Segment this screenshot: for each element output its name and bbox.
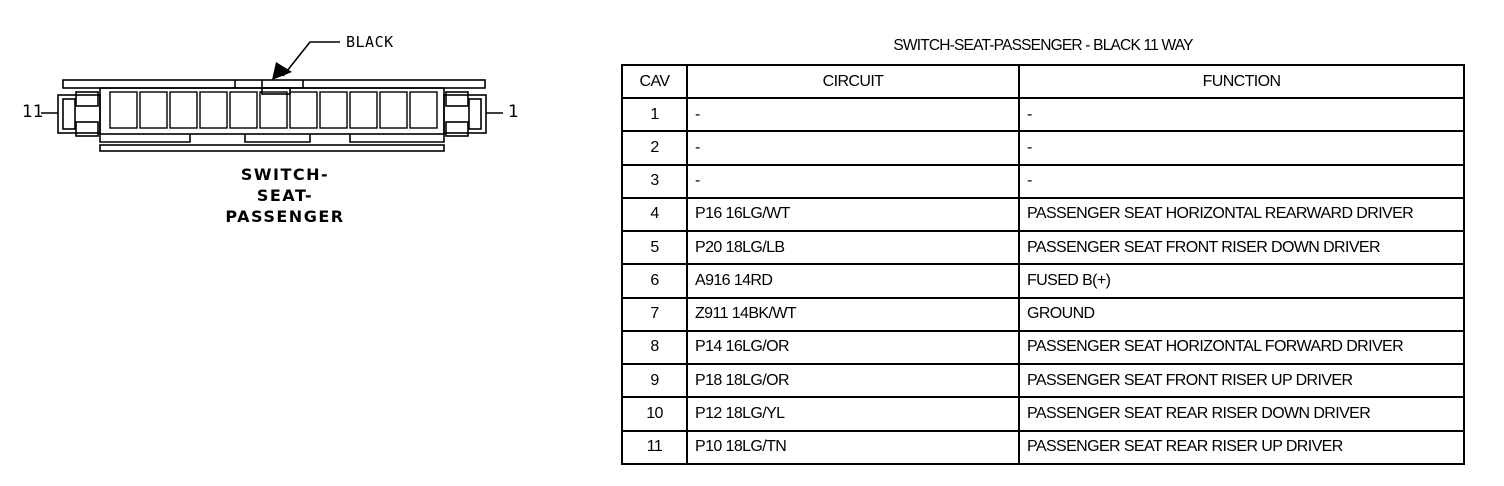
function-cell: GROUND (1019, 298, 1464, 331)
color-arrowhead (272, 62, 292, 80)
cav-cell: 4 (622, 198, 687, 231)
circuit-cell: - (687, 131, 1019, 164)
circuit-cell: P12 18LG/YL (687, 397, 1019, 430)
table-row (622, 331, 1464, 364)
cavity (290, 92, 317, 128)
function-cell: PASSENGER SEAT REAR RISER DOWN DRIVER (1019, 397, 1464, 430)
cavity-row (110, 92, 437, 128)
header-circuit: CIRCUIT (687, 65, 1019, 98)
function-cell: PASSENGER SEAT FRONT RISER DOWN DRIVER (1019, 231, 1464, 264)
cav-cell: 7 (622, 298, 687, 331)
table-row (622, 431, 1464, 464)
function-cell: PASSENGER SEAT HORIZONTAL REARWARD DRIVER (1019, 198, 1464, 231)
cavity (170, 92, 197, 128)
table-row (622, 364, 1464, 397)
table-title: SWITCH-SEAT-PASSENGER - BLACK 11 WAY (893, 37, 1193, 54)
function-cell: - (1019, 165, 1464, 198)
connector-name-line: PASSENGER (225, 207, 345, 226)
function-cell: PASSENGER SEAT REAR RISER UP DRIVER (1019, 431, 1464, 464)
pin-number-right: 1 (508, 102, 519, 122)
function-cell: PASSENGER SEAT FRONT RISER UP DRIVER (1019, 364, 1464, 397)
circuit-cell: P20 18LG/LB (687, 231, 1019, 264)
circuit-cell: P14 16LG/OR (687, 331, 1019, 364)
circuit-cell: P16 16LG/WT (687, 198, 1019, 231)
cav-cell: 5 (622, 231, 687, 264)
housing-bottom-rail (100, 145, 444, 151)
circuit-cell: - (687, 165, 1019, 198)
circuit-cell: P10 18LG/TN (687, 431, 1019, 464)
cav-cell: 1 (622, 98, 687, 131)
table-row (622, 198, 1464, 231)
table-row (622, 131, 1464, 164)
circuit-cell: Z911 14BK/WT (687, 298, 1019, 331)
pinout-table (621, 64, 1465, 465)
cav-cell: 10 (622, 397, 687, 430)
cavity (140, 92, 167, 128)
circuit-cell: - (687, 98, 1019, 131)
cav-cell: 6 (622, 264, 687, 297)
connector-color-label: BLACK (346, 33, 394, 51)
connector-diagram (0, 0, 560, 260)
function-cell: - (1019, 131, 1464, 164)
header-function: FUNCTION (1019, 65, 1464, 98)
cavity (110, 92, 137, 128)
right-latch (444, 95, 486, 133)
cavity (260, 92, 287, 128)
housing-body (100, 88, 444, 134)
table-row (622, 165, 1464, 198)
connector-name (190, 164, 380, 227)
connector-name-line: SEAT- (256, 186, 314, 205)
function-cell: - (1019, 98, 1464, 131)
circuit-cell: P18 18LG/OR (687, 364, 1019, 397)
cavity (200, 92, 227, 128)
cavity (320, 92, 347, 128)
table-row (622, 264, 1464, 297)
cavity (410, 92, 437, 128)
left-latch (58, 95, 100, 133)
cav-cell: 2 (622, 131, 687, 164)
cav-cell: 9 (622, 364, 687, 397)
cavity (350, 92, 377, 128)
cav-cell: 11 (622, 431, 687, 464)
header-cav: CAV (622, 65, 687, 98)
function-cell: FUSED B(+) (1019, 264, 1464, 297)
color-leader-line (283, 42, 340, 76)
circuit-cell: A916 14RD (687, 264, 1019, 297)
cavity (230, 92, 257, 128)
function-cell: PASSENGER SEAT HORIZONTAL FORWARD DRIVER (1019, 331, 1464, 364)
table-row (622, 397, 1464, 430)
pin-number-left: 11 (22, 102, 44, 122)
table-row (622, 298, 1464, 331)
cavity (380, 92, 407, 128)
table-row (622, 98, 1464, 131)
table-row (622, 231, 1464, 264)
connector-name-line: SWITCH- (240, 165, 330, 184)
housing-top-rail (63, 80, 485, 88)
cav-cell: 8 (622, 331, 687, 364)
cav-cell: 3 (622, 165, 687, 198)
table-header-row (622, 65, 1464, 98)
